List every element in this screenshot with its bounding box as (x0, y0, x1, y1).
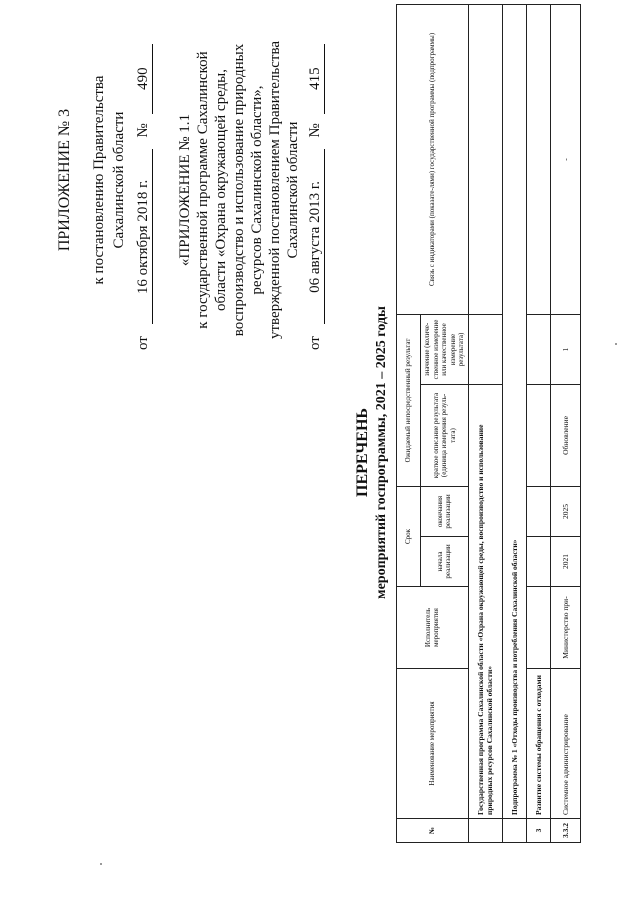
prior-appendix-title: «ПРИЛОЖЕНИЕ № 1.1 (177, 113, 193, 267)
appendix-line: к постановлению Правительства (91, 75, 107, 285)
prior-appendix-line: воспроизводство и использование природных (231, 43, 247, 337)
prior-appendix-line: ресурсов Сахалинской области», (249, 85, 265, 295)
header-row (397, 4, 421, 842)
prior-appendix-line: утвержденной постановлением Правительства (267, 40, 283, 340)
appendix-date-row (134, 44, 153, 350)
appendix-title: ПРИЛОЖЕНИЕ № 3 (56, 108, 73, 252)
row-name: Системное администрирование (550, 669, 580, 819)
prior-appendix-date: 06 августа 2013 г. (306, 149, 325, 324)
prior-appendix-line: к государственной программе Сахалинской (195, 51, 211, 329)
appendix-number: 490 (134, 44, 153, 114)
appendix-line: Сахалинской области (111, 111, 127, 249)
row-end: 2025 (550, 486, 580, 536)
row-value (526, 314, 550, 384)
scan-speck (615, 343, 617, 345)
col-header-term: Срок (397, 486, 421, 586)
row-desc (526, 384, 550, 486)
table-cell (468, 819, 502, 843)
appendix-date: 16 октября 2018 г. (134, 149, 153, 324)
table-cell (468, 314, 502, 384)
row-link: - (550, 4, 580, 314)
prior-appendix-line: Сахалинской области (285, 121, 301, 259)
date-prefix: от (135, 336, 151, 350)
scan-speck (100, 863, 102, 865)
prior-appendix-date-row (306, 44, 325, 350)
document-subtitle: мероприятий госпрограммы, 2021 – 2025 годы (374, 306, 389, 599)
program-row (468, 4, 502, 842)
col-header-executor: Исполнитель мероприятия (397, 587, 469, 669)
prior-appendix-line: области «Охрана окружающей среды, (213, 69, 229, 311)
col-header-name: Наименование мероприятия (397, 669, 469, 819)
row-no: 3 (526, 819, 550, 843)
row-start: 2021 (550, 537, 580, 587)
row-name: Развитие системы обращения с отходами (526, 669, 550, 819)
prior-appendix-number: 415 (306, 44, 325, 114)
row-executor: Министерство при- (550, 587, 580, 669)
col-header-start: начала реализации (421, 537, 469, 587)
row-no: 3.3.2 (550, 819, 580, 843)
col-header-result: Ожидаемый непосредственный результат (397, 314, 421, 486)
row-executor (526, 587, 550, 669)
col-header-no: № (397, 819, 469, 843)
col-header-result-desc: краткое описание результата (единица измерения резуль-тата) (421, 384, 469, 486)
subprogram-name: Подпрограмма № 1 «Отходы производства и потребления Сахалинской области» (502, 4, 526, 818)
col-header-result-value: значение (количе-ственное измерение или качественное измерение результата) (421, 314, 469, 384)
table-row (526, 4, 550, 842)
table-row (550, 4, 580, 842)
table-cell (502, 819, 526, 843)
row-start (526, 537, 550, 587)
number-sign: № (307, 123, 323, 138)
row-desc: Обновление (550, 384, 580, 486)
row-value: 1 (550, 314, 580, 384)
program-name: Государственная программа Сахалинской области «Охрана окружающей среды, воспроизводство и использование природных ресурсов Сахалинской области» (468, 384, 502, 818)
col-header-end: окончания реализации (421, 486, 469, 536)
row-link (526, 4, 550, 314)
row-end (526, 486, 550, 536)
col-header-link: Связь с индикаторами (показате-лями) государственной программы (подпрограммы) (397, 4, 469, 314)
document-title: ПЕРЕЧЕНЬ (354, 408, 371, 497)
subprogram-row (502, 4, 526, 842)
table-cell (468, 4, 502, 314)
measures-table (396, 4, 581, 843)
date-prefix: от (307, 336, 323, 350)
number-sign: № (135, 123, 151, 138)
